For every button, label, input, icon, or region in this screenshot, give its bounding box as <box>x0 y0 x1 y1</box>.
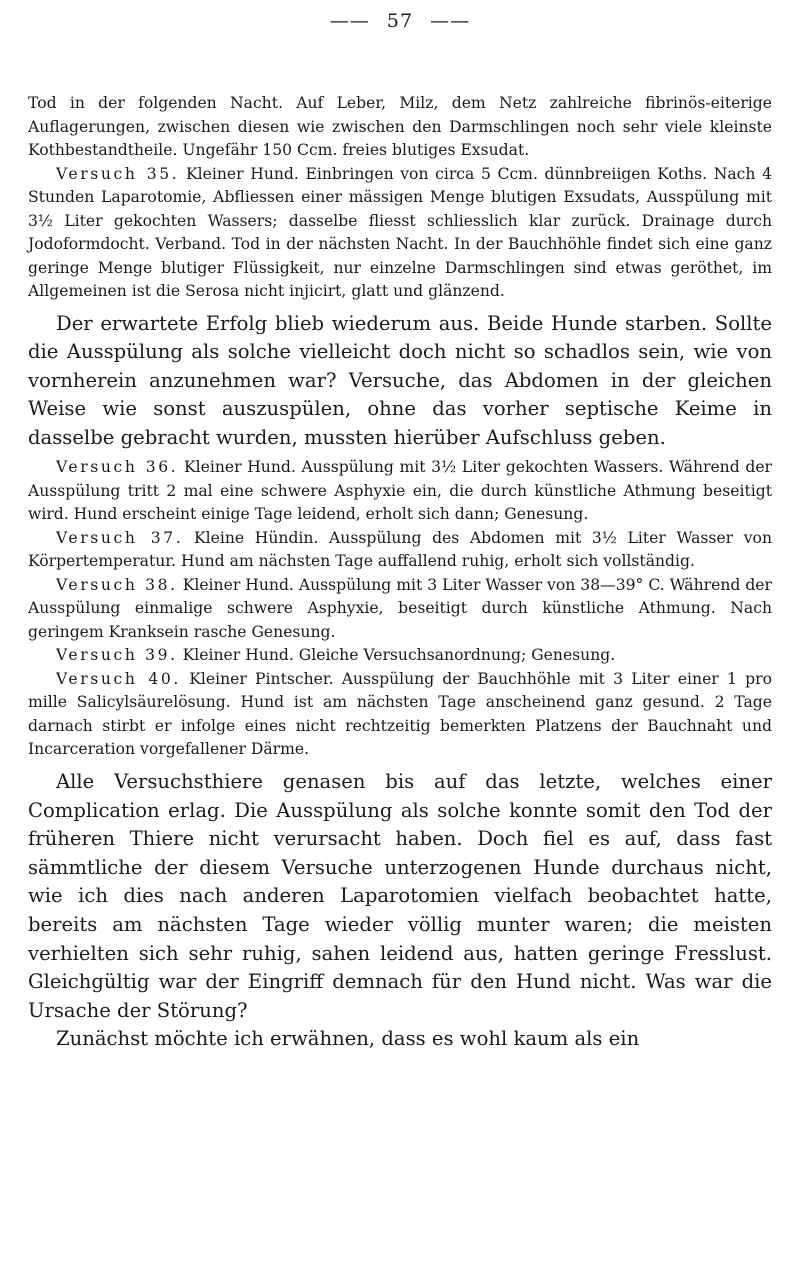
paragraph-text: Tod in der folgenden Nacht. Auf Leber, Milz, dem Netz zahlreiche fibrinös-eiterige Auflagerungen, zwischen diesen wie zwischen den Darmschlingen noch sehr viele kleinste Kothbestandtheile. Ungefähr 150 Ccm. freies blutiges Exsudat. <box>28 94 772 159</box>
experiment-text: Kleiner Pintscher. Ausspülung der Bauchhöhle mit 3 Liter einer 1 pro mille Salicylsäurelösung. Hund ist am nächsten Tage anscheinend ganz gesund. 2 Tage darnach stirbt er infolge eines nicht rechtzeitig bemerkten Platzens der Bauchnaht und Incarceration vorgefallener Därme. <box>28 669 772 759</box>
paragraph-text: Der erwartete Erfolg blieb wiederum aus. Beide Hunde starben. Sollte die Ausspülung als solche vielleicht doch nicht so schadlos sein, wie von vornherein anzunehmen war? Versuche, das Abdomen in der gleichen Weise wie sonst auszuspülen, ohne das vorher septische Keime in dasselbe gebracht wurden, mussten hierüber Aufschluss geben. <box>28 311 772 449</box>
experiment-text: Kleine Hündin. Ausspülung des Abdomen mit 3½ Liter Wasser von Körpertemperatur. Hund am nächsten Tage auffallend ruhig, erholt sich vollständig. <box>28 528 772 571</box>
paragraph-continuation <box>28 92 772 163</box>
discussion-paragraph-2 <box>28 768 772 1025</box>
header-rule-left: —— <box>329 10 370 32</box>
page-body <box>28 92 772 1054</box>
experiment-text: Kleiner Hund. Ausspülung mit 3 Liter Wasser von 38—39° C. Während der Ausspülung einmalige schwere Asphyxie, beseitigt durch künstliche Athmung. Nach geringem Kranksein rasche Genesung. <box>28 575 772 641</box>
page-number: 57 <box>386 10 414 32</box>
experiment-36 <box>28 456 772 527</box>
discussion-paragraph-3 <box>28 1025 772 1054</box>
experiment-label: Versuch 36. <box>56 458 179 477</box>
experiment-text: Kleiner Hund. Gleiche Versuchsanordnung; Genesung. <box>177 646 616 665</box>
experiment-label: Versuch 40. <box>56 669 181 688</box>
experiment-label: Versuch 35. <box>56 164 180 183</box>
experiment-38 <box>28 574 772 645</box>
paragraph-text: Alle Versuchsthiere genasen bis auf das letzte, welches einer Complication erlag. Die Ausspülung als solche konnte somit den Tod der früheren Thiere nicht verursacht haben. Doch fiel es auf, dass fast sämmtliche der diesem Versuche unterzogenen Hunde durchaus nicht, wie ich dies nach anderen Laparotomien vielfach beobachtet hatte, bereits am nächsten Tage wieder völlig munter waren; die meisten verhielten sich sehr ruhig, sahen leidend aus, hatten geringe Fresslust. Gleichgültig war der Eingriff demnach für den Hund nicht. Was war die Ursache der Störung? <box>28 769 772 1022</box>
page-header <box>0 10 800 32</box>
discussion-paragraph-1 <box>28 310 772 453</box>
experiment-text: Kleiner Hund. Ausspülung mit 3½ Liter gekochten Wassers. Während der Ausspülung tritt 2 mal eine schwere Asphyxie ein, die durch künstliche Athmung beseitigt wird. Hund erscheint einige Tage leidend, erholt sich dann; Genesung. <box>28 458 772 524</box>
experiment-37 <box>28 527 772 574</box>
experiment-text: Kleiner Hund. Einbringen von circa 5 Ccm. dünnbreiigen Koths. Nach 4 Stunden Laparotomie, Abfliessen einer mässigen Menge blutigen Exsudats, Ausspülung mit 3½ Liter gekochten Wassers; dasselbe fliesst schliesslich klar zurück. Drainage durch Jodoformdocht. Verband. Tod in der nächsten Nacht. In der Bauchhöhle findet sich eine ganz geringe Menge blutiger Flüssigkeit, nur einzelne Darmschlingen sind etwas geröthet, im Allgemeinen ist die Serosa nicht injicirt, glatt und glänzend. <box>28 164 772 300</box>
experiment-40 <box>28 668 772 762</box>
header-rule-right: —— <box>430 10 471 32</box>
experiment-39 <box>28 644 772 668</box>
experiment-label: Versuch 38. <box>56 575 178 594</box>
experiment-35 <box>28 163 772 304</box>
paragraph-text: Zunächst möchte ich erwähnen, dass es wohl kaum als ein <box>56 1027 640 1051</box>
experiment-label: Versuch 37. <box>56 528 184 547</box>
experiment-label: Versuch 39. <box>56 646 178 665</box>
